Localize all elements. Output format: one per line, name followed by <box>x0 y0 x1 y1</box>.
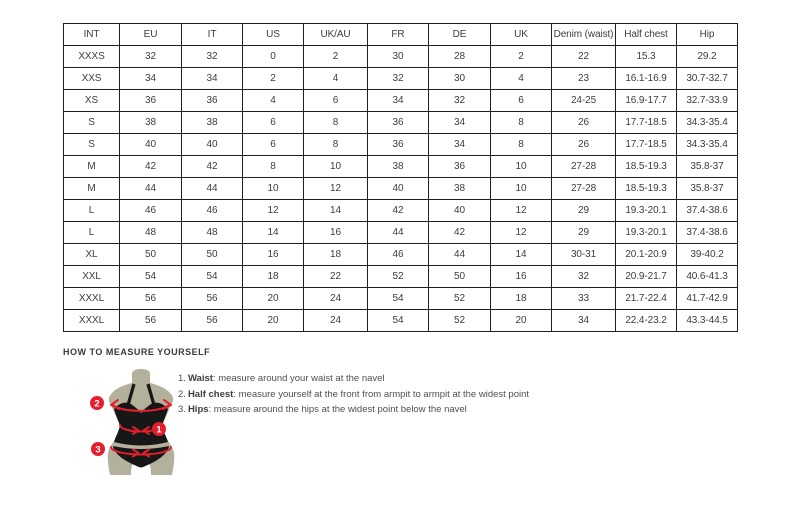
value-cell: 40 <box>429 200 491 222</box>
measure-step <box>178 402 529 418</box>
value-cell: 20 <box>243 288 304 310</box>
value-cell: 26 <box>552 112 616 134</box>
value-cell: 33 <box>552 288 616 310</box>
value-cell: 22 <box>552 46 616 68</box>
value-cell: 32 <box>182 46 243 68</box>
value-cell: 40 <box>182 134 243 156</box>
value-cell: 56 <box>120 310 182 332</box>
step-number: 3. <box>178 404 186 415</box>
measure-step <box>178 387 529 403</box>
value-cell: 8 <box>304 112 368 134</box>
size-chart-body <box>64 46 738 332</box>
value-cell: 18 <box>304 244 368 266</box>
value-cell: 46 <box>368 244 429 266</box>
table-row <box>64 46 738 68</box>
value-cell: 50 <box>429 266 491 288</box>
size-chart-table <box>63 23 738 332</box>
table-row <box>64 200 738 222</box>
value-cell: 29 <box>552 222 616 244</box>
value-cell: 24 <box>304 310 368 332</box>
value-cell: 2 <box>243 68 304 90</box>
value-cell: 4 <box>243 90 304 112</box>
value-cell: 37.4-38.6 <box>677 222 738 244</box>
step-label: Waist <box>187 373 213 384</box>
size-cell: L <box>64 222 120 244</box>
value-cell: 18 <box>491 288 552 310</box>
value-cell: 22.4-23.2 <box>616 310 677 332</box>
value-cell: 36 <box>429 156 491 178</box>
value-cell: 4 <box>304 68 368 90</box>
value-cell: 4 <box>491 68 552 90</box>
value-cell: 40 <box>120 134 182 156</box>
value-cell: 38 <box>429 178 491 200</box>
value-cell: 34 <box>552 310 616 332</box>
table-row <box>64 156 738 178</box>
value-cell: 12 <box>304 178 368 200</box>
value-cell: 36 <box>120 90 182 112</box>
value-cell: 10 <box>304 156 368 178</box>
value-cell: 50 <box>182 244 243 266</box>
size-cell: XL <box>64 244 120 266</box>
value-cell: 32 <box>120 46 182 68</box>
value-cell: 44 <box>368 222 429 244</box>
value-cell: 16 <box>243 244 304 266</box>
value-cell: 30 <box>429 68 491 90</box>
table-row <box>64 68 738 90</box>
step-number: 2. <box>178 388 186 400</box>
column-header: Denim (waist) <box>552 24 616 46</box>
value-cell: 32 <box>552 266 616 288</box>
value-cell: 52 <box>429 288 491 310</box>
table-row <box>64 90 738 112</box>
value-cell: 24-25 <box>552 90 616 112</box>
value-cell: 30 <box>368 46 429 68</box>
value-cell: 0 <box>243 46 304 68</box>
value-cell: 36 <box>368 134 429 156</box>
value-cell: 54 <box>120 266 182 288</box>
value-cell: 14 <box>304 200 368 222</box>
badge-number-3: 3 <box>95 444 101 456</box>
column-header: EU <box>120 24 182 46</box>
value-cell: 43.3-44.5 <box>677 310 738 332</box>
step-label: Hips <box>187 404 209 415</box>
measure-section-heading: HOW TO MEASURE YOURSELF <box>63 347 211 357</box>
value-cell: 10 <box>243 178 304 200</box>
value-cell: 44 <box>120 178 182 200</box>
size-cell: L <box>64 200 120 222</box>
value-cell: 14 <box>243 222 304 244</box>
value-cell: 10 <box>491 156 552 178</box>
column-header: IT <box>182 24 243 46</box>
value-cell: 18 <box>243 266 304 288</box>
value-cell: 46 <box>182 200 243 222</box>
value-cell: 46 <box>120 200 182 222</box>
value-cell: 54 <box>368 288 429 310</box>
value-cell: 32 <box>429 90 491 112</box>
value-cell: 48 <box>182 222 243 244</box>
value-cell: 35.8-37 <box>677 178 738 200</box>
value-cell: 20.9-21.7 <box>616 266 677 288</box>
value-cell: 35.8-37 <box>677 156 738 178</box>
value-cell: 20 <box>491 310 552 332</box>
size-cell: XXXL <box>64 288 120 310</box>
value-cell: 6 <box>304 90 368 112</box>
value-cell: 39-40.2 <box>677 244 738 266</box>
step-text: : measure around your waist at the navel <box>212 373 385 384</box>
value-cell: 48 <box>120 222 182 244</box>
size-cell: M <box>64 178 120 200</box>
value-cell: 30.7-32.7 <box>677 68 738 90</box>
value-cell: 17.7-18.5 <box>616 112 677 134</box>
value-cell: 29.2 <box>677 46 738 68</box>
value-cell: 8 <box>243 156 304 178</box>
value-cell: 21.7-22.4 <box>616 288 677 310</box>
size-cell: XXXS <box>64 46 120 68</box>
value-cell: 56 <box>120 288 182 310</box>
size-cell: S <box>64 134 120 156</box>
value-cell: 40 <box>368 178 429 200</box>
value-cell: 54 <box>182 266 243 288</box>
table-row <box>64 222 738 244</box>
column-header: Half chest <box>616 24 677 46</box>
value-cell: 34 <box>429 134 491 156</box>
value-cell: 18.5-19.3 <box>616 156 677 178</box>
value-cell: 41.7-42.9 <box>677 288 738 310</box>
column-header: US <box>243 24 304 46</box>
table-row <box>64 244 738 266</box>
value-cell: 8 <box>304 134 368 156</box>
value-cell: 37.4-38.6 <box>677 200 738 222</box>
value-cell: 14 <box>491 244 552 266</box>
value-cell: 38 <box>182 112 243 134</box>
value-cell: 54 <box>368 310 429 332</box>
value-cell: 12 <box>491 222 552 244</box>
value-cell: 6 <box>243 112 304 134</box>
size-cell: S <box>64 112 120 134</box>
value-cell: 16 <box>491 266 552 288</box>
value-cell: 8 <box>491 134 552 156</box>
value-cell: 34.3-35.4 <box>677 112 738 134</box>
value-cell: 24 <box>304 288 368 310</box>
column-header: Hip <box>677 24 738 46</box>
size-cell: XXS <box>64 68 120 90</box>
value-cell: 38 <box>368 156 429 178</box>
value-cell: 2 <box>491 46 552 68</box>
value-cell: 20.1-20.9 <box>616 244 677 266</box>
value-cell: 32.7-33.9 <box>677 90 738 112</box>
value-cell: 44 <box>182 178 243 200</box>
value-cell: 42 <box>429 222 491 244</box>
step-text: : measure around the hips at the widest point below the navel <box>208 404 467 415</box>
value-cell: 50 <box>120 244 182 266</box>
step-number: 1. <box>178 373 186 384</box>
value-cell: 27-28 <box>552 178 616 200</box>
value-cell: 34 <box>182 68 243 90</box>
badge-number-1: 1 <box>156 424 162 436</box>
value-cell: 16 <box>304 222 368 244</box>
value-cell: 28 <box>429 46 491 68</box>
value-cell: 26 <box>552 134 616 156</box>
value-cell: 22 <box>304 266 368 288</box>
value-cell: 23 <box>552 68 616 90</box>
measure-step <box>178 371 529 387</box>
value-cell: 52 <box>368 266 429 288</box>
column-header: UK/AU <box>304 24 368 46</box>
value-cell: 12 <box>491 200 552 222</box>
step-text: : measure yourself at the front from armpit to armpit at the widest point <box>233 388 530 400</box>
value-cell: 40.6-41.3 <box>677 266 738 288</box>
table-row <box>64 310 738 332</box>
value-cell: 32 <box>368 68 429 90</box>
table-row <box>64 266 738 288</box>
size-cell: XS <box>64 90 120 112</box>
value-cell: 52 <box>429 310 491 332</box>
value-cell: 15.3 <box>616 46 677 68</box>
value-cell: 56 <box>182 288 243 310</box>
value-cell: 36 <box>368 112 429 134</box>
value-cell: 19.3-20.1 <box>616 200 677 222</box>
size-cell: XXXL <box>64 310 120 332</box>
badge-number-2: 2 <box>94 398 100 410</box>
value-cell: 29 <box>552 200 616 222</box>
size-chart-header <box>64 24 738 46</box>
value-cell: 44 <box>429 244 491 266</box>
value-cell: 36 <box>182 90 243 112</box>
table-row <box>64 112 738 134</box>
value-cell: 34 <box>368 90 429 112</box>
measure-instructions <box>178 371 529 418</box>
value-cell: 30-31 <box>552 244 616 266</box>
value-cell: 34 <box>429 112 491 134</box>
value-cell: 6 <box>491 90 552 112</box>
column-header: UK <box>491 24 552 46</box>
value-cell: 38 <box>120 112 182 134</box>
value-cell: 34 <box>120 68 182 90</box>
value-cell: 42 <box>120 156 182 178</box>
value-cell: 16.1-16.9 <box>616 68 677 90</box>
value-cell: 12 <box>243 200 304 222</box>
value-cell: 18.5-19.3 <box>616 178 677 200</box>
value-cell: 6 <box>243 134 304 156</box>
column-header: DE <box>429 24 491 46</box>
header-row <box>64 24 738 46</box>
value-cell: 8 <box>491 112 552 134</box>
value-cell: 17.7-18.5 <box>616 134 677 156</box>
value-cell: 42 <box>368 200 429 222</box>
value-cell: 20 <box>243 310 304 332</box>
value-cell: 16.9-17.7 <box>616 90 677 112</box>
size-cell: M <box>64 156 120 178</box>
value-cell: 19.3-20.1 <box>616 222 677 244</box>
table-row <box>64 178 738 200</box>
value-cell: 42 <box>182 156 243 178</box>
value-cell: 2 <box>304 46 368 68</box>
table-row <box>64 134 738 156</box>
table-row <box>64 288 738 310</box>
column-header: INT <box>64 24 120 46</box>
column-header: FR <box>368 24 429 46</box>
value-cell: 56 <box>182 310 243 332</box>
value-cell: 10 <box>491 178 552 200</box>
value-cell: 27-28 <box>552 156 616 178</box>
step-label: Half chest <box>187 388 234 400</box>
size-cell: XXL <box>64 266 120 288</box>
value-cell: 34.3-35.4 <box>677 134 738 156</box>
